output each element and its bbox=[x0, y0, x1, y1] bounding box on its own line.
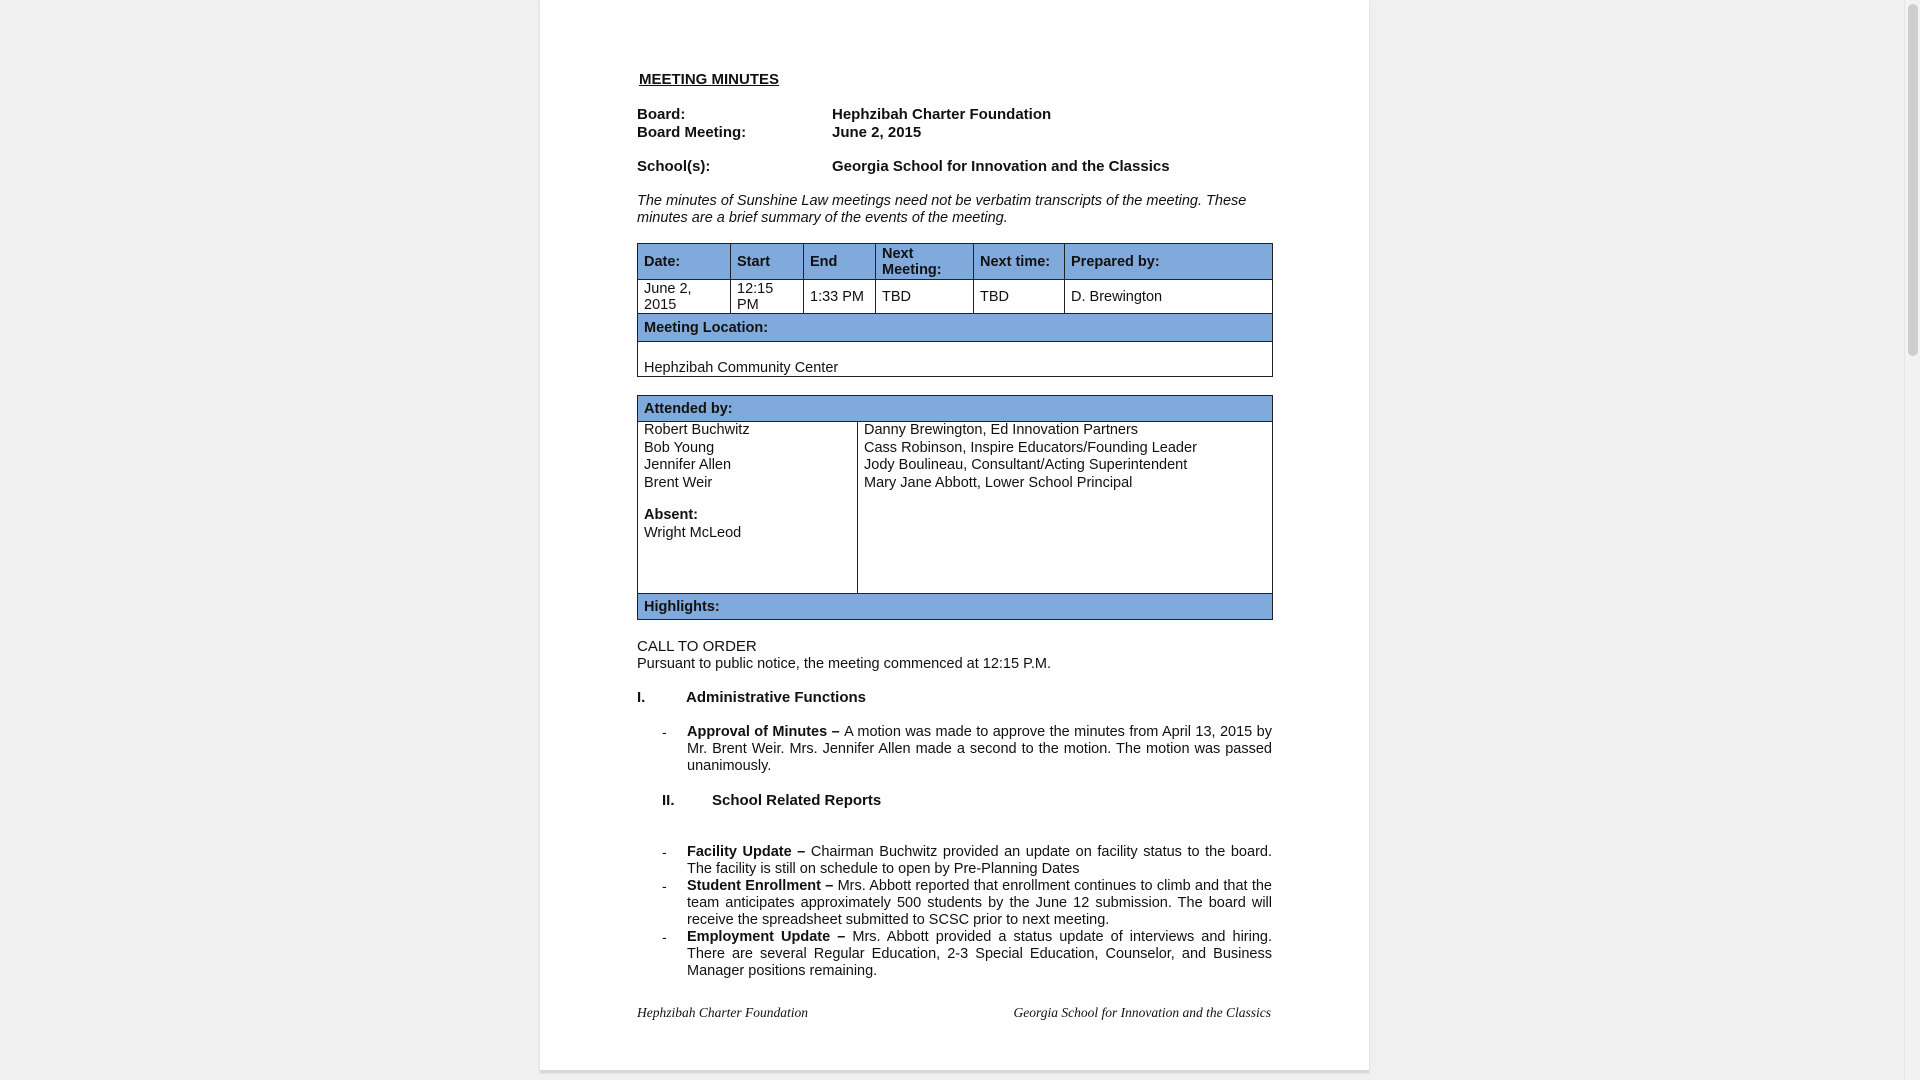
end-value: 1:33 PM bbox=[804, 280, 876, 314]
board-members-cell bbox=[638, 422, 858, 594]
schools-label: School(s): bbox=[637, 158, 711, 175]
bullet-dash: - bbox=[662, 844, 667, 860]
next-time-header: Next time: bbox=[974, 244, 1065, 280]
guest-list bbox=[864, 422, 1266, 492]
meeting-details-table bbox=[637, 243, 1273, 377]
document-page bbox=[540, 0, 1369, 1073]
board-label: Board: bbox=[637, 106, 686, 123]
meeting-location-value: Hephzibah Community Center bbox=[638, 342, 1273, 377]
attendance-table bbox=[637, 395, 1273, 620]
meeting-details-value-row bbox=[638, 280, 1273, 314]
end-header: End bbox=[804, 244, 876, 280]
vertical-scrollbar[interactable] bbox=[1904, 0, 1920, 1080]
footer-right: Georgia School for Innovation and the Classics bbox=[1013, 1005, 1271, 1020]
prepared-by-header: Prepared by: bbox=[1065, 244, 1273, 280]
board-member: Jennifer Allen bbox=[644, 457, 732, 473]
item-title: Approval of Minutes – bbox=[687, 724, 845, 740]
section-1-heading: Administrative Functions bbox=[686, 689, 867, 706]
board-value: Hephzibah Charter Foundation bbox=[832, 106, 1052, 123]
location-header-row bbox=[638, 314, 1273, 342]
guests-cell bbox=[858, 422, 1273, 594]
item-text: Mrs. Abbott provided a status update of interviews and hiring. There are several Regular Education, 2-3 Special Education, Counselor, and Business Manager positions remaining. bbox=[687, 929, 1273, 980]
approval-of-minutes-item bbox=[687, 724, 1272, 776]
next-meeting-header: Next Meeting: bbox=[876, 244, 974, 280]
next-time-value: TBD bbox=[974, 280, 1065, 314]
start-header: Start bbox=[731, 244, 804, 280]
student-enrollment-item bbox=[687, 878, 1272, 930]
guest: Cass Robinson, Inspire Educators/Founding Leader bbox=[864, 439, 1197, 456]
meeting-location-header: Meeting Location: bbox=[638, 314, 1273, 342]
date-header: Date: bbox=[638, 244, 731, 280]
call-to-order-text: Pursuant to public notice, the meeting commenced at 12:15 P.M. bbox=[637, 656, 1052, 672]
date-value: June 2, 2015 bbox=[638, 280, 731, 314]
facility-update-item bbox=[687, 844, 1272, 878]
highlights-header: Highlights: bbox=[638, 594, 1273, 620]
attended-header-row bbox=[638, 396, 1273, 422]
board-member: Bob Young bbox=[644, 439, 715, 456]
item-text: Chairman Buchwitz provided an update on facility status to the board. The facility is still on schedule to open by Pre-Planning Dates bbox=[687, 844, 1272, 878]
board-meeting-label: Board Meeting: bbox=[637, 124, 747, 141]
intro-disclaimer: The minutes of Sunshine Law meetings need not be verbatim transcripts of the meeting. These minutes are a brief summary of the events of the meeting. bbox=[637, 193, 1247, 226]
section-2-numeral: II. bbox=[662, 792, 675, 809]
guest: Danny Brewington, Ed Innovation Partners bbox=[864, 422, 1139, 438]
item-text: Mrs. Abbott reported that enrollment continues to climb and that the team anticipates approximately 500 students by the June 12 submission. The board will receive the spreadsheet submitted to SCSC prior to next meeting. bbox=[687, 878, 1273, 929]
attended-by-header: Attended by: bbox=[638, 396, 1273, 422]
employment-update-item bbox=[687, 929, 1272, 981]
start-value: 12:15 PM bbox=[731, 280, 804, 314]
item-title: Facility Update – bbox=[687, 844, 811, 860]
bullet-dash: - bbox=[662, 929, 667, 945]
bullet-dash: - bbox=[662, 724, 667, 740]
scrollbar-thumb[interactable] bbox=[1908, 4, 1918, 356]
board-meeting-value: June 2, 2015 bbox=[832, 124, 922, 141]
board-member-list bbox=[644, 422, 851, 542]
guest: Jody Boulineau, Consultant/Acting Superintendent bbox=[864, 457, 1188, 473]
board-member: Robert Buchwitz bbox=[644, 422, 750, 438]
next-meeting-value: TBD bbox=[876, 280, 974, 314]
item-title: Student Enrollment – bbox=[687, 878, 838, 894]
meeting-details-header-row bbox=[638, 244, 1273, 280]
bullet-dash: - bbox=[662, 878, 667, 894]
spacer bbox=[644, 492, 851, 507]
schools-value: Georgia School for Innovation and the Classics bbox=[832, 158, 1170, 175]
location-value-row bbox=[638, 342, 1273, 377]
document-title: MEETING MINUTES bbox=[639, 71, 780, 88]
absent-label: Absent: bbox=[644, 507, 698, 523]
item-title: Employment Update – bbox=[687, 929, 853, 945]
item-text: A motion was made to approve the minutes from April 13, 2015 by Mr. Brent Weir. Mrs. Jennifer Allen made a second to the motion. The motion was passed unanimously. bbox=[687, 724, 1272, 775]
attendees-row bbox=[638, 422, 1273, 594]
highlights-header-row bbox=[638, 594, 1273, 620]
footer-left: Hephzibah Charter Foundation bbox=[637, 1005, 808, 1020]
guest: Mary Jane Abbott, Lower School Principal bbox=[864, 474, 1133, 491]
call-to-order-heading: CALL TO ORDER bbox=[637, 638, 757, 655]
section-2-heading: School Related Reports bbox=[712, 792, 882, 809]
section-1-numeral: I. bbox=[637, 689, 646, 706]
absent-member: Wright McLeod bbox=[644, 524, 742, 541]
board-member: Brent Weir bbox=[644, 474, 713, 491]
prepared-by-value: D. Brewington bbox=[1065, 280, 1273, 314]
